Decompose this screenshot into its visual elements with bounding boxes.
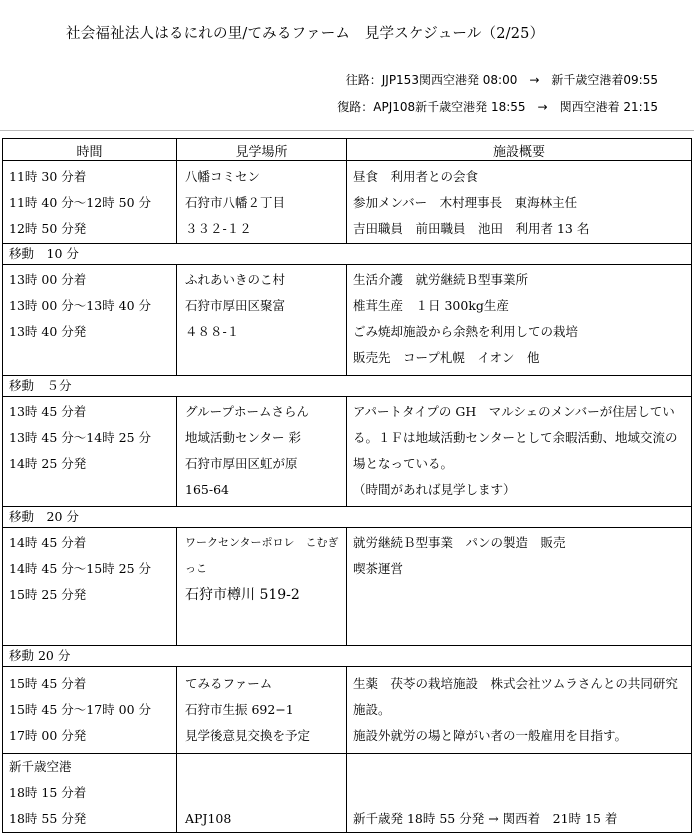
table-row xyxy=(3,161,692,244)
time-line: 13時 00 分～13時 40 分 xyxy=(9,298,152,313)
overview-line: 吉田職員 前田職員 池田 利用者 13 名 xyxy=(353,221,590,236)
overview-line: 就労継続Ｂ型事業 パンの製造 販売 xyxy=(353,535,566,550)
place-cell xyxy=(177,397,347,507)
return-route: 復路：APJ108新千歳空港発 18:55 → 関西空港着 21:15 xyxy=(337,100,658,114)
overview-line: 施設外就労の場と障がい者の一般雇用を目指す。 xyxy=(353,728,628,743)
place-cell xyxy=(177,528,347,646)
time-line: 13時 00 分着 xyxy=(9,272,87,287)
overview-cell xyxy=(347,754,692,833)
time-line: 15時 45 分着 xyxy=(9,676,87,691)
time-line: 新千歳空港 xyxy=(9,759,72,774)
time-cell xyxy=(3,754,177,833)
schedule-table xyxy=(2,138,692,833)
table-row xyxy=(3,397,692,507)
table-row xyxy=(3,667,692,754)
overview-cell xyxy=(347,265,692,376)
overview-paragraph: アパートタイプの GH マルシェのメンバーが住居している。１Ｆは地域活動センターとして余暇活動、地域交流の場となっている。 xyxy=(353,404,678,471)
overview-paragraph: 生薬 茯苓の栽培施設 株式会社ツムラさんとの共同研究施設。 xyxy=(353,676,678,717)
time-line: 11時 30 分着 xyxy=(9,169,87,184)
move-row xyxy=(3,244,692,265)
table-header-row xyxy=(3,139,692,161)
time-cell xyxy=(3,397,177,507)
place-line: 見学後意見交換を予定 xyxy=(185,728,311,743)
overview-cell xyxy=(347,667,692,754)
time-line: 13時 40 分発 xyxy=(9,324,87,339)
header-time: 時間 xyxy=(3,139,177,161)
place-cell xyxy=(177,265,347,376)
table-row xyxy=(3,754,692,833)
place-line: 石狩市八幡２丁目 xyxy=(185,195,286,210)
divider xyxy=(0,130,694,131)
move-cell: 移動 ５分 xyxy=(3,376,692,397)
place-line: 石狩市生振 692−1 xyxy=(185,702,294,717)
time-cell xyxy=(3,265,177,376)
overview-line: （時間があれば見学します） xyxy=(353,482,516,497)
overview-line: 参加メンバー 木村理事長 東海林主任 xyxy=(353,195,578,210)
place-line: ３３２-１２ xyxy=(185,221,252,236)
overview-line: ごみ焼却施設から余熱を利用しての栽培 xyxy=(353,324,579,339)
move-cell: 移動 20 分 xyxy=(3,646,692,667)
time-line: 14時 25 分発 xyxy=(9,456,87,471)
overview-line: 椎茸生産 １日 300kg生産 xyxy=(353,298,509,313)
overview-cell xyxy=(347,528,692,646)
place-line: APJ108 xyxy=(185,811,232,826)
place-line: ４８８-１ xyxy=(185,324,240,339)
place-cell xyxy=(177,754,347,833)
place-line: 石狩市厚田区聚富 xyxy=(185,298,286,313)
overview-cell xyxy=(347,161,692,244)
time-line: 12時 50 分発 xyxy=(9,221,87,236)
time-cell xyxy=(3,667,177,754)
move-cell: 移動 20 分 xyxy=(3,507,692,528)
place-line: 地域活動センター 彩 xyxy=(185,430,301,445)
time-cell xyxy=(3,161,177,244)
place-line: ふれあいきのこ村 xyxy=(185,272,286,287)
time-line: 17時 00 分発 xyxy=(9,728,87,743)
place-line: グループホームさらん xyxy=(185,404,310,419)
move-row xyxy=(3,646,692,667)
time-line: 18時 55 分発 xyxy=(9,811,87,826)
place-line: 石狩市樽川 519-2 xyxy=(185,587,300,603)
time-line: 18時 15 分着 xyxy=(9,785,87,800)
time-line: 15時 45 分～17時 00 分 xyxy=(9,702,152,717)
place-line: ワークセンターポロレ こむぎっこ xyxy=(185,536,339,575)
place-line: 165-64 xyxy=(185,482,229,497)
place-cell xyxy=(177,667,347,754)
table-row xyxy=(3,528,692,646)
move-cell: 移動 10 分 xyxy=(3,244,692,265)
overview-cell xyxy=(347,397,692,507)
outbound-route: 往路：JJP153関西空港発 08:00 → 新千歳空港着09:55 xyxy=(345,73,658,87)
overview-line: 新千歳発 18時 55 分発 → 関西着 21時 15 着 xyxy=(353,811,618,826)
time-line: 14時 45 分～15時 25 分 xyxy=(9,561,152,576)
overview-line: 生活介護 就労継続Ｂ型事業所 xyxy=(353,272,529,287)
time-cell xyxy=(3,528,177,646)
time-line: 13時 45 分着 xyxy=(9,404,87,419)
header-place: 見学場所 xyxy=(177,139,347,161)
time-line: 15時 25 分発 xyxy=(9,587,87,602)
time-line: 13時 45 分～14時 25 分 xyxy=(9,430,152,445)
overview-line: 昼食 利用者との会食 xyxy=(353,169,479,184)
place-line: てみるファーム xyxy=(185,676,273,691)
time-line: 14時 45 分着 xyxy=(9,535,87,550)
header-overview: 施設概要 xyxy=(347,139,692,161)
table-row xyxy=(3,265,692,376)
page-title: 社会福祉法人はるにれの里/てみるファーム 見学スケジュール（2/25） xyxy=(66,26,545,42)
place-cell xyxy=(177,161,347,244)
overview-line: 喫茶運営 xyxy=(353,561,404,576)
move-row xyxy=(3,507,692,528)
place-line: 八幡コミセン xyxy=(185,169,261,184)
time-line: 11時 40 分～12時 50 分 xyxy=(9,195,152,210)
overview-line: 販売先 コープ札幌 イオン 他 xyxy=(353,350,540,365)
place-line: 石狩市厚田区虹が原 xyxy=(185,456,298,471)
move-row xyxy=(3,376,692,397)
